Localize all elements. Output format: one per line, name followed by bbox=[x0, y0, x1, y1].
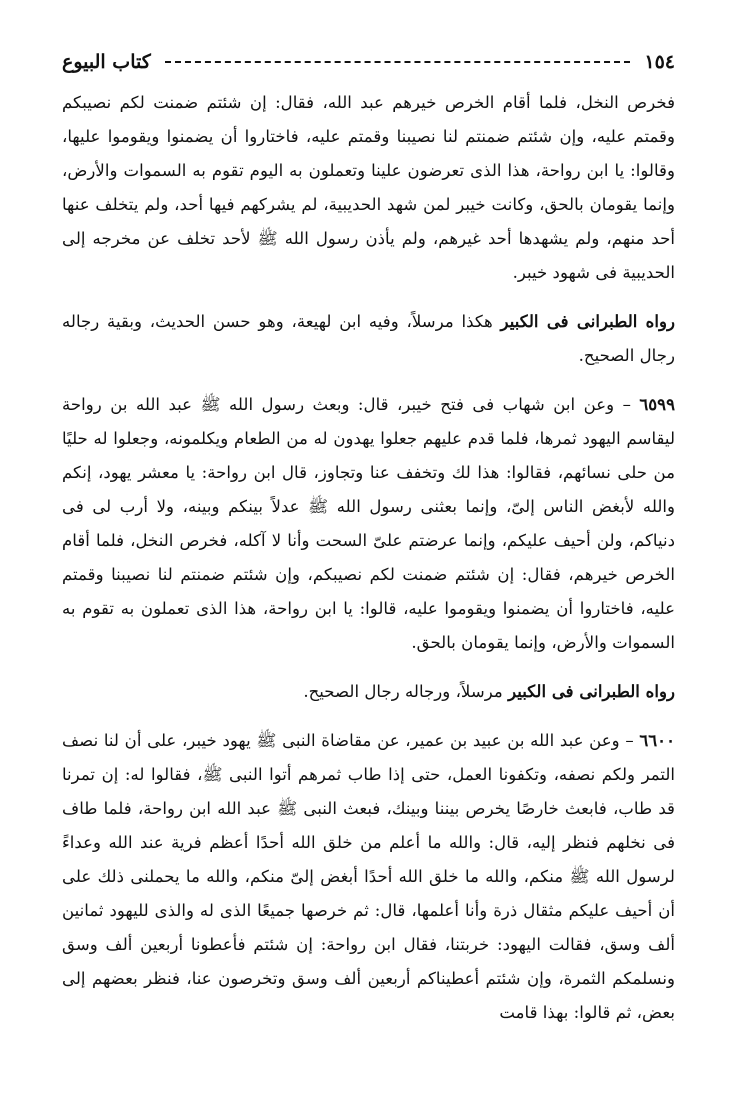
source-citation: رواه الطبرانى فى الكبير bbox=[508, 681, 675, 701]
paragraph-1: فخرص النخل، فلما أقام الخرص خيرهم عبد الله، فقال: إن شئتم ضمنت لكم نصيبكم وقمتم عليه، وإن شئتم ضمنتم لنا نصيبنا وقمتم عليه، فاختاروا أن يضمنوا ويقوموا عليها، وقالوا: يا ابن رواحة، هذا الذى تعرضون علينا وتعملون به اليوم تقوم به السموات والأرض، وإنما يقومان بالحق، وكانت خيبر لمن شهد الحديبية، لم يشركهم فيها أحد، ولم يتخلف عنها أحد منهم، ولم يشهدها أحد غيرهم، ولم يأذن رسول الله ﷺ لأحد تخلف عن مخرجه إلى الحديبية فى شهود خيبر. bbox=[62, 93, 675, 282]
citation-text: هكذا مرسلاً، وفيه ابن لهيعة، وهو حسن الحديث، وبقية رجاله رجال الصحيح. bbox=[62, 312, 675, 365]
paragraph-4 bbox=[62, 674, 675, 709]
chapter-title: كتاب البيوع bbox=[62, 51, 151, 73]
citation-text: مرسلاً، ورجاله رجال الصحيح. bbox=[303, 682, 503, 701]
hadith-6599 bbox=[62, 387, 675, 660]
hadith-text: – وعن عبد الله بن عبيد بن عمير، عن مقاضاة النبى ﷺ يهود خيبر، على أن لنا نصف التمر ولكم نصفه، وتكفونا العمل، حتى إذا طاب ثمرهم أتوا النبى ﷺ، فقالوا له: إن تمرنا قد طاب، فابعث خارصًا يخرص بيننا وبينك، فبعث النبى ﷺ عبد الله ابن رواحة، فلما طاف فى نخلهم فنظر إليه، قال: والله ما أعلم من خلق الله أحدًا أعظم فرية عند الله وعداءً لرسول الله ﷺ منكم، والله ما خلق الله أحدًا أبغض إلىّ منكم، والله ما يحملنى ذلك على أن أحيف عليكم مثقال ذرة وأنا أعلمها، قال: ثم خرصها جميعًا الذى له والذى لليهود ثمانين ألف وسق، فقالت اليهود: خربتنا، فقال ابن رواحة: إن شئتم فأعطونا أربعين ألف وسق ونسلمكم الثمرة، وإن شئتم أعطيناكم أربعين ألف وسق وتخرصون عنا، فنظر بعضهم إلى بعض، ثم قالوا: بهذا قامت bbox=[62, 731, 675, 1022]
paragraph-2 bbox=[62, 304, 675, 373]
source-citation: رواه الطبرانى فى الكبير bbox=[500, 311, 675, 331]
hadith-number: ٦٥٩٩ bbox=[639, 394, 676, 414]
hadith-text: – وعن ابن شهاب فى فتح خيبر، قال: وبعث رسول الله ﷺ عبد الله بن رواحة ليقاسم اليهود ثمرها، فلما قدم عليهم جعلوا يهدون له من الطعام ويكلمونه، وجعلوا له حليًا من حلى نسائهم، فقالوا: هذا لك وتخفف عنا وتجاوز، قال ابن رواحة: يا معشر يهود، إنكم والله لأبغض الناس إلىّ، وإنما بعثنى رسول الله ﷺ عدلاً بينكم وبينه، ولا أرب لى فى دنياكم، ولن أحيف عليكم، وإنما عرضتم علىّ السحت وأنا لا آكله، فخرص النخل، فلما أقام الخرص خيرهم، فقال: إن شئتم ضمنت لكم نصيبكم، وإن شئتم ضمنتم لنا نصيبنا وقمتم عليه، فاختاروا أن يضمنوا ويقوموا عليه، قالوا: يا ابن رواحة، هذا الذى تعملون به تقوم به السموات والأرض، وإنما يقومان بالحق. bbox=[62, 395, 675, 652]
page-number: ١٥٤ bbox=[644, 51, 675, 73]
hadith-number: ٦٦٠٠ bbox=[639, 730, 675, 750]
page-header bbox=[62, 46, 675, 78]
page-body bbox=[62, 86, 675, 1030]
header-divider bbox=[165, 61, 631, 63]
hadith-6600 bbox=[62, 723, 675, 1030]
